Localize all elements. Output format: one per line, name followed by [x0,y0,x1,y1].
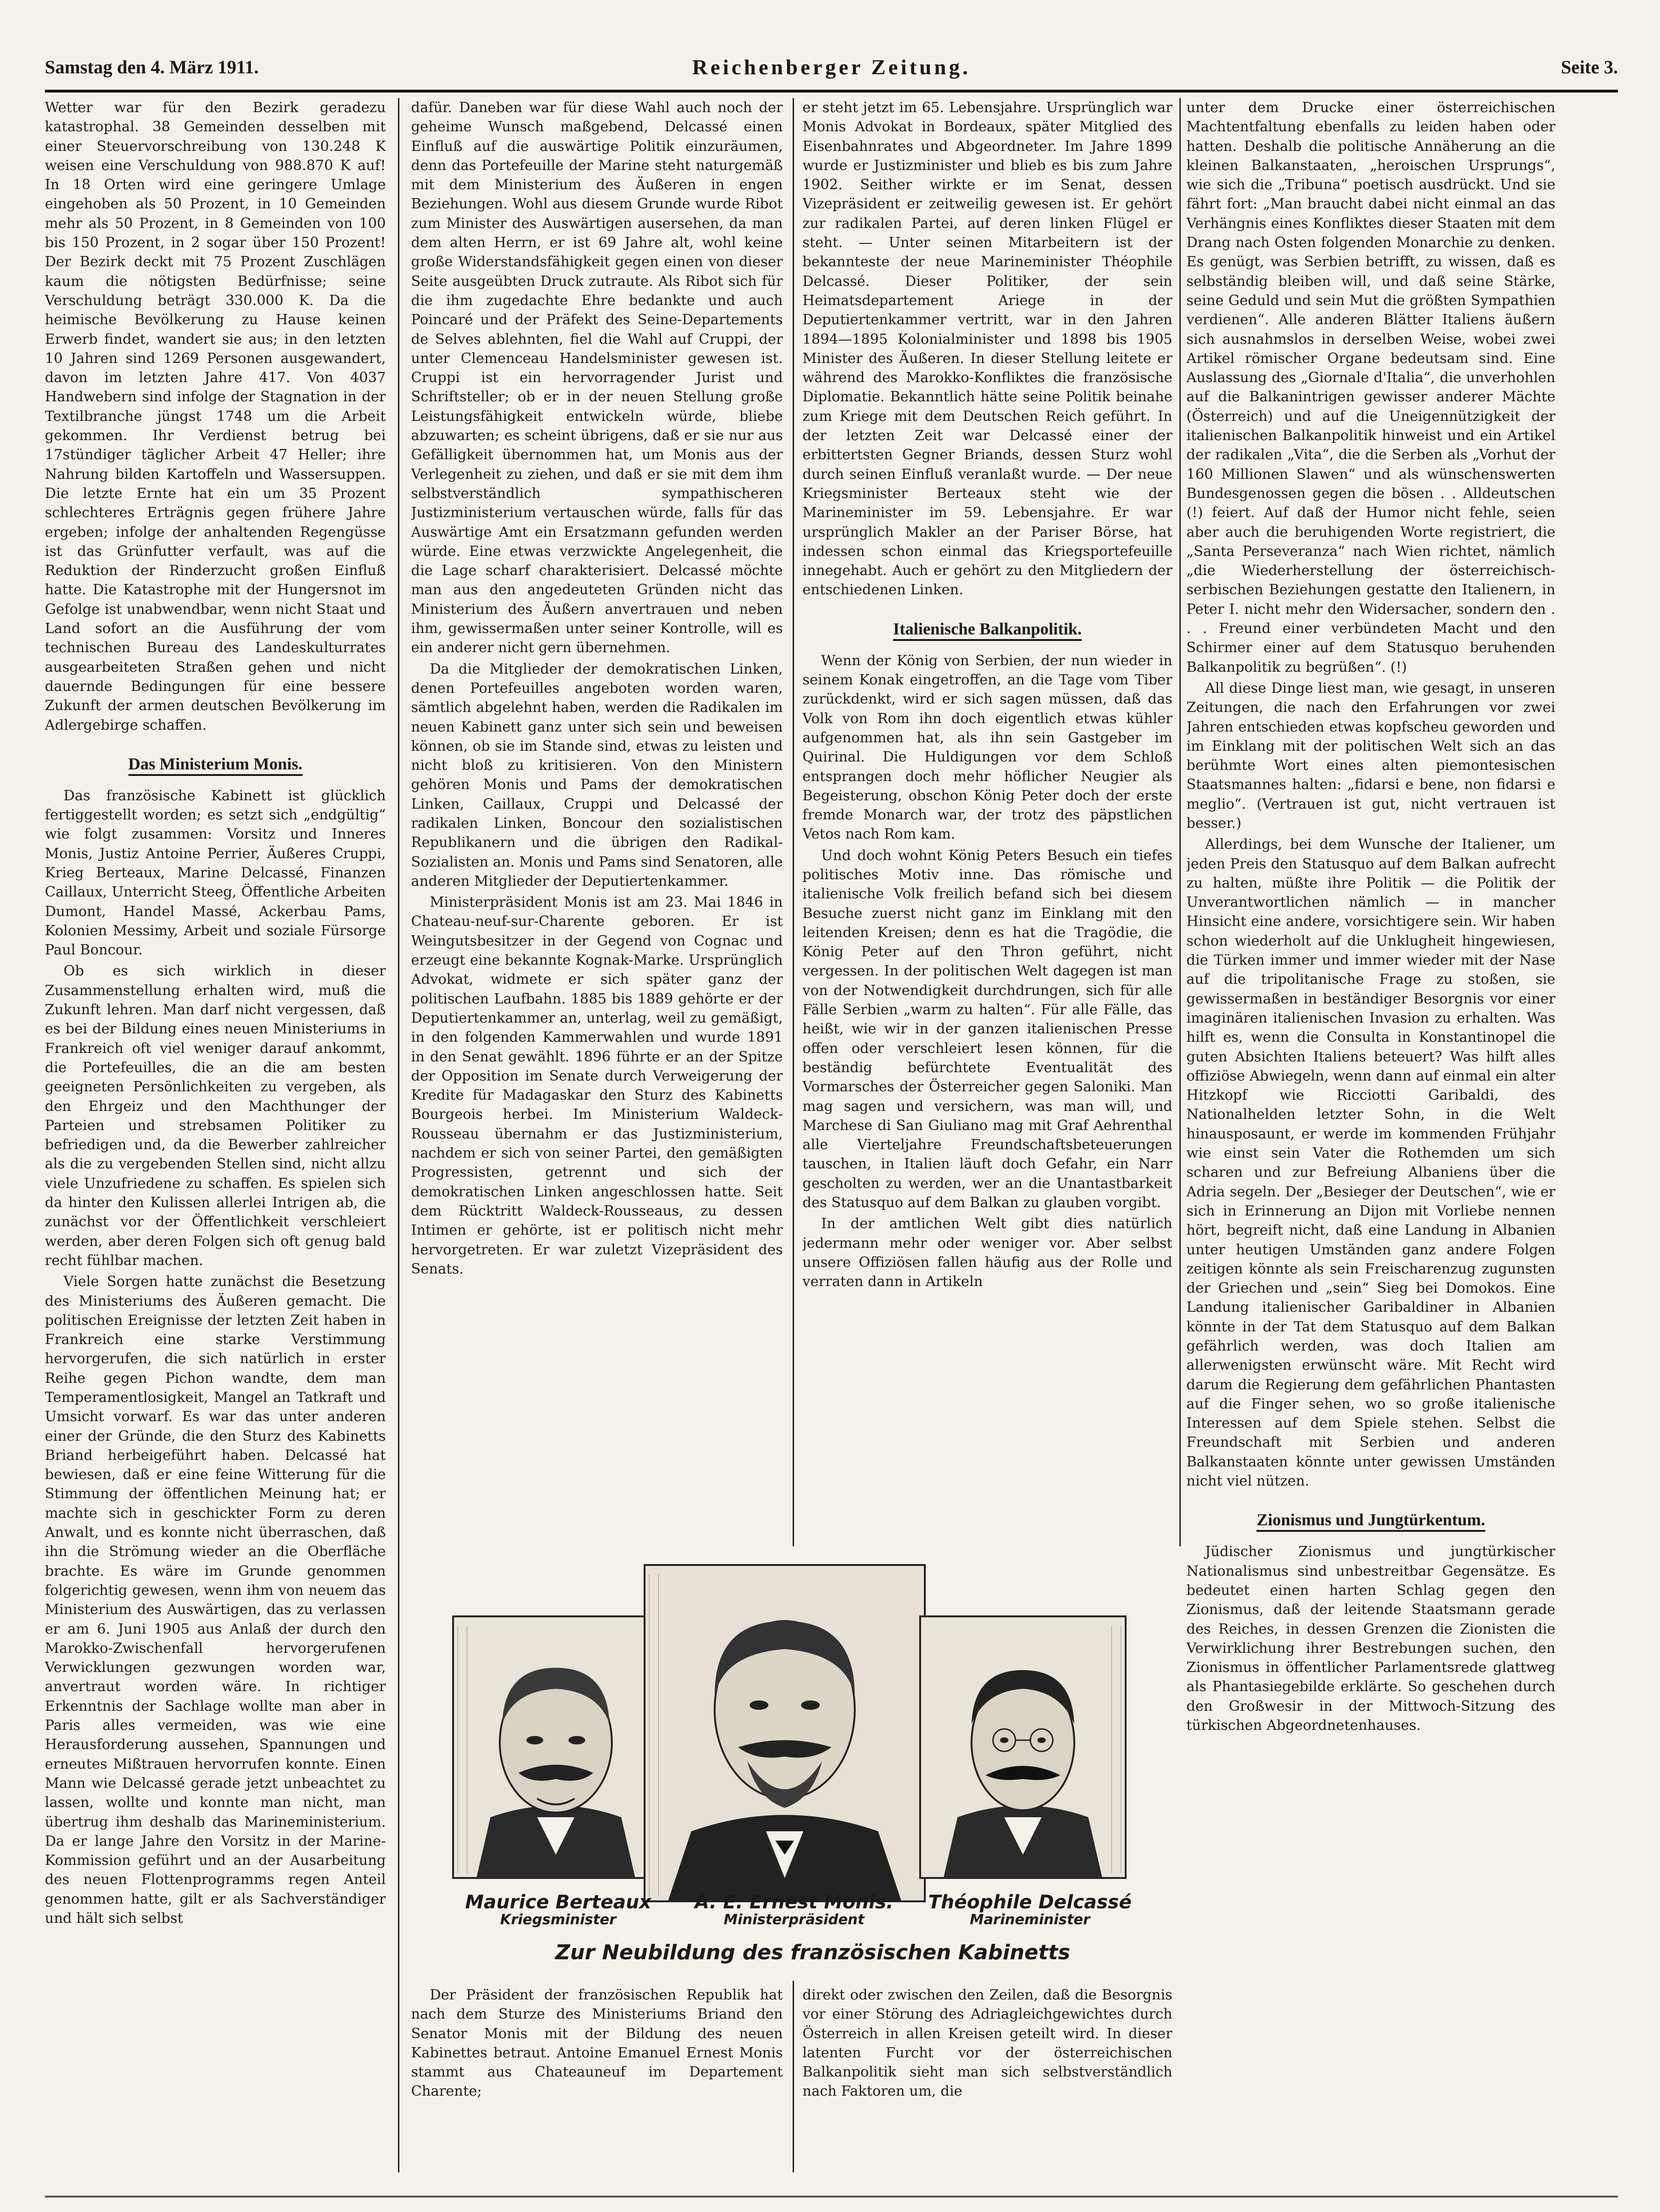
article-paragraph: Ob es sich wirklich in dieser Zusammenstellung erhalten wird, muß die Zukunft lehren. Man darf nicht vergessen, daß es bei der Bildung eines neuen Ministeriums in Frankreich oft viel weniger darauf ankommt, die Portefeuilles, die an die am besten geeigneten Persönlichkeiten zu vergeben, als den Ehrgeiz und den Machthunger der Parteien und strebsamen Politiker zu befriedigen und, da die Bewerber zahlreicher als die zu vergebenden Stellen sind, nicht allzu viele Unzufriedene zu schaffen. Es spielen sich da hinter den Kulissen allerlei Intrigen ab, die zunächst vor der Öffentlichkeit verschleiert werden, aber deren Folgen sich oft genug bald recht fühlbar machen. [45,963,386,1269]
article-heading-ministerium-monis: Das Ministerium Monis. [45,754,386,774]
newspaper-title: Reichenberger Zeitung. [692,55,971,79]
article-paragraph: Ministerpräsident Monis ist am 23. Mai 1846 in Chateau-neuf-sur-Charente geboren. Er ist Weingutsbesitzer in der Gegend von Cognac und erzeugt eine bekannte Kognak-Marke. Ursprünglich Advokat, widmete er sich später ganz der politischen Laufbahn. 1885 bis 1889 gehörte er der Deputiertenkammer an, unterlag, weil zu gemäßigt, in den folgenden Kammerwahlen und wurde 1891 in den Senat gewählt. 1896 führte er an der Spitze der Opposition im Senate durch Verweigerung der Kredite für Madagaskar den Sturz des Kabinetts Bourgeois herbei. Im Ministerium Waldeck-Rousseau übernahm er das Justizministerium, nachdem er sich von seiner Partei, den gemäßigten Progressisten, getrennt und sich der demokratischen Linken angeschlossen hatte. Seit dem Rücktritt Waldeck-Rousseaus, zu dessen Intimen er gehörte, ist er politisch nicht mehr hervorgetreten. Er war zuletzt Vizepräsident des Senats. [411,894,783,1277]
caption-monis: A. E. Ernest Monis. Ministerpräsident [695,1892,894,1928]
column-3 [802,98,1172,1537]
bottom-rule [45,2196,1618,2198]
article-paragraph: Wetter war für den Bezirk geradezu katastrophal. 38 Gemeinden desselben mit einer Steuervorschreibung von 130.248 K weisen eine Verschuldung von 988.870 K auf! In 18 Orten wird eine geringere Umlage eingehoben als 50 Prozent, in 10 Gemeinden mehr als 50 Prozent, in 8 Gemeinden von 100 bis 150 Prozent, in 2 sogar über 150 Prozent! Der Bezirk deckt mit 75 Prozent Zuschlägen kaum die nötigsten Bedürfnisse; seine Verschuldung beträgt 330.000 K. Da die heimische Bevölkerung zu Hause keinen Erwerb findet, wandert sie aus; in den letzten 10 Jahren sind 1269 Personen ausgewandert, davon im letzten Jahre 417. Von 4037 Handwebern sind infolge der Stagnation in der Textilbranche jüngst 1748 um die Arbeit gekommen. Ihr Verdienst betrug bei 17stündiger täglicher Arbeit 47 Heller; ihre Nahrung bilden Kartoffeln und Wassersuppen. Die letzte Ernte hat ein um 35 Prozent schlechteres Erträgnis gegen frühere Jahre ergeben; infolge der anhaltenden Regengüsse ist das Grünfutter verfault, was auf die Reduktion der Rinderzucht großen Einfluß hatte. Die Katastrophe mit der Hungersnot im Gefolge ist unabwendbar, wenn nicht Staat und Land sofort an die Ausführung der vom technischen Bureau des Landeskulturrates ausgearbeiteten Straßen gehen und nicht dauernde Bedingungen für eine bessere Zukunft der armen deutschen Bevölkerung im Adlergebirge schaffen. [45,100,386,733]
masthead-rule [45,90,1618,92]
column-3-bottom [802,1985,1172,2172]
column-rule-3 [1179,98,1181,1546]
masthead [45,45,1618,90]
article-paragraph: Allerdings, bei dem Wunsche der Italiener, um jeden Preis den Statusquo auf dem Balkan aufrecht zu halten, müßte ihre Politik — die Politik der Unverantwortlichen nämlich — in mancher Hinsicht eine andere, vorsichtigere sein. Wir haben schon wiederholt auf die Unklugheit hingewiesen, die Türken immer und immer wieder mit der Nase auf die tripolitanische Frage zu stoßen, sie gewissermaßen in beständiger Besorgnis vor einer imaginären italienischen Invasion zu erhalten. Was hilft es, wenn die Consulta in Konstantinopel die guten Absichten Italiens beteuert? Was hilft alles offiziöse Abwiegeln, wenn dann auf einmal ein alter Hitzkopf wie Ricciotti Garibaldi, des Nationalhelden letzter Sohn, in die Welt hinausposaunt, er werde im kommenden Frühjahr wie einst sein Vater die Rothemden um sich scharen und zur Befreiung Albaniens über die Adria segeln. Der „Besieger der Deutschen“, wie er sich in Erinnerung an Dijon mit Vorliebe nennen hört, begreift nicht, daß eine Landung in Albanien unter heutigen Umständen ganz andere Folgen zeitigen könnte als sein Freischarenzug zugunsten der Griechen und „sein“ Sieg bei Domokos. Eine Landung italienischer Garibaldiner in Albanien könnte in der Tat dem Statusquo auf dem Balkan gefährlich werden, was doch Italien am allerwenigsten erwünscht wäre. Mit Recht wird darum die Regierung dem gefährlichen Phantasten auf die Finger sehen, wo so große italienische Interessen auf dem Spiele stehen. Selbst die Freundschaft mit Serbien und anderen Balkanstaaten könnte unter gewissen Umständen nicht viel nützen. [1186,836,1555,1490]
article-paragraph: All diese Dinge liest man, wie gesagt, in unseren Zeitungen, die nach den Erfahrungen vor zwei Jahren entschieden etwas kopfscheu geworden und im Einklang mit der politischen Welt sich an das berühmte Wort eines alten piemontesischen Staatsmannes halten: „fidarsi e bene, non fidarsi e meglio“. (Vertrauen ist gut, nicht vertrauen ist besser.) [1186,680,1555,832]
article-heading-zionismus: Zionismus und Jungtürkentum. [1186,1509,1555,1530]
column-2-bottom [411,1985,783,2172]
article-heading-balkanpolitik: Italienische Balkanpolitik. [802,619,1172,639]
column-rule-2 [793,98,794,1546]
article-paragraph: Der Präsident der französischen Republik hat nach dem Sturze des Ministeriums Briand den Senator Monis mit der Bildung des neuen Kabinettes betraut. Antoine Emanuel Ernest Monis stammt aus Chateauneuf im Departement Charente; [411,1987,783,2100]
article-paragraph: er steht jetzt im 65. Lebensjahre. Ursprünglich war Monis Advokat in Bordeaux, später Mitglied des Eisenbahnrates und Abgeordneter. Im Jahre 1899 wurde er Justizminister und blieb es bis zum Jahre 1902. Seither wirkte er im Senat, dessen Vizepräsident er zeitweilig gewesen ist. Er gehört zur radikalen Partei, auf deren linken Flügel er steht. — Unter seinen Mitarbeitern ist der bekannteste der neue Marineminister Théophile Delcassé. Dieser Politiker, der sein Heimatsdepartement Ariege in der Deputiertenkammer vertritt, war in den Jahren 1894—1895 Kolonialminister und 1898 bis 1905 Minister des Äußeren. In dieser Stellung leitete er während des Marokko-Konfliktes die französische Diplomatie. Bekanntlich hätte seine Politik beinahe zum Kriege mit dem Deutschen Reich geführt. In der letzten Zeit war Delcassé einer der erbittertsten Gegner Briands, dessen Sturz wohl durch seinen Einfluß veranlaßt wurde. — Der neue Kriegsminister Berteaux steht wie der Marineminister im 59. Lebensjahre. Er war ursprünglich Makler an der Pariser Börse, hat indessen schon einmal das Kriegsportefeuille innegehabt. Auch er gehört zu den Mitgliedern der entschiedenen Linken. [802,100,1172,598]
page-number: Seite 3. [1561,57,1618,78]
column-2 [411,98,783,1504]
article-paragraph: Jüdischer Zionismus und jungtürkischer Nationalismus sind unbestreitbar Gegensätze. Es bedeutet einen harten Schlag gegen den Zionismus, daß der leitende Staatsmann gerade des Reiches, in dessen Grenzen die Zionisten die Verwirklichung ihrer Bestrebungen suchen, den Zionismus in öffentlicher Parlamentsrede glattweg als Phantasiegebilde erklärte. So geschehen durch den Großwesir in der Mittwoch-Sitzung des türkischen Abgeordnetenhauses. [1186,1543,1555,1734]
column-4 [1186,98,1555,2121]
illustration-title: Zur Neubildung des französischen Kabinetts [555,1941,1071,1964]
caption-berteaux: Maurice Berteaux Kriegsminister [465,1892,652,1928]
article-paragraph: Das französische Kabinett ist glücklich fertiggestellt worden; es setzt sich „endgültig“ wie folgt zusammen: Vorsitz und Inneres Monis, Justiz Antoine Perrier, Äußeres Cruppi, Krieg Berteaux, Marine Delcassé, Finanzen Caillaux, Unterricht Steeg, Öffentliche Arbeiten Dumont, Handel Massé, Ackerbau Pams, Kolonien Messimy, Arbeit und soziale Fürsorge Paul Boncour. [45,787,386,959]
column-rule-1 [398,98,399,2172]
article-paragraph: Viele Sorgen hatte zunächst die Besetzung des Ministeriums des Äußeren gemacht. Die politischen Ereignisse der letzten Zeit haben in Frankreich eine starke Verstimmung hervorgerufen, die sich natürlich in erster Reihe gegen Pichon wandte, dem man Temperamentlosigkeit, Mangel an Tatkraft und Umsicht vorwarf. Es war das unter anderen einer der Gründe, die den Sturz des Kabinetts Briand herbeigeführt haben. Delcassé hat bewiesen, daß er eine feine Witterung für die Stimmung der öffentlichen Meinung hat; er machte sich in geschickter Form zu deren Anwalt, und es konnte nicht überraschen, daß ihn die Strömung wieder an die Oberfläche brachte. Es wäre im Grunde genommen folgerichtig gewesen, wenn ihm von neuem das Ministerium des Auswärtigen, das zu verlassen er am 6. Juni 1905 aus Anlaß der durch den Marokko-Zwischenfall hervorgerufenen Verwicklungen gezwungen worden war, anvertraut worden wäre. In richtiger Erkenntnis der Sachlage wollte man aber in Paris alles vermeiden, was wie eine Herausforderung aussehen, Spannungen und erneutes Mißtrauen hervorrufen konnte. Einen Mann wie Delcassé gerade jetzt unbeachtet zu lassen, wollte und konnte man nicht, man übertrug ihm deshalb das Marineministerium. Da er lange Jahre den Vorsitz in der Marine-Kommission geführt und an der Ausarbeitung des neuen Flottenprogramms regen Anteil genommen hatte, gilt er als Sachverständiger und hält sich selbst [45,1273,386,1927]
article-paragraph: unter dem Drucke einer österreichischen Machtentfaltung ebenfalls zu leiden haben oder hatten. Deshalb die politische Annäherung an die kleinen Balkanstaaten, „heroischen Ursprungs“, wie sich die „Tribuna“ poetisch ausdrückt. Und sie fährt fort: „Man braucht dabei nicht einmal an das Verhängnis eines Konfliktes dieser Staaten mit dem Drang nach Osten folgenden Monarchie zu denken. Es genügt, was Serbien betrifft, zu wissen, daß es selbständig bleiben will, und daß seine Stärke, seine Geduld und sein Mut die größten Sympathien verdienen“. Alle anderen Blätter Italiens äußern sich ausnahmslos in derselben Weise, wobei zwei Artikel römischer Organe bedeutsam sind. Eine Auslassung des „Giornale d'Italia“, die unverhohlen auf die Balkanintrigen gewisser anderer Mächte (Österreich) und auf die Uneigennützigkeit der italienischen Balkanpolitik hinweist und ein Artikel der radikalen „Vita“, die die Serben als „Vorhut der 160 Millionen Slawen“ und als wünschenswerten Bundesgenossen gegen die bösen . . Alldeutschen (!) feiert. Auf daß der Humor nicht fehle, seien aber auch die beruhigenden Worte registriert, die „Santa Perseveranza“ nach Wien richtet, nämlich „die Wiederherstellung der österreichisch-serbischen Beziehungen gestatte den Italienern, in Peter I. nicht mehr den Widersacher, sondern den . . . Freund einer verbündeten Macht und den Schirmer einer auf dem Statusquo beruhenden Balkanpolitik zu begrüßen“. (!) [1186,100,1555,676]
column-rule-4 [793,1981,794,2172]
article-paragraph: In der amtlichen Welt gibt dies natürlich jedermann mehr oder weniger vor. Aber selbst unsere Offiziösen fallen häufig aus der Rolle und verraten dann in Artikeln [802,1216,1172,1290]
issue-date: Samstag den 4. März 1911. [45,57,259,78]
article-paragraph: dafür. Daneben war für diese Wahl auch noch der geheime Wunsch maßgebend, Delcassé einen Einfluß auf die auswärtige Politik einzuräumen, denn das Portefeuille der Marine steht naturgemäß mit dem Ministerium des Äußeren in engen Beziehungen. Wohl aus diesem Grunde wurde Ribot zum Minister des Auswärtigen ausersehen, da man dem alten Herrn, er ist 69 Jahre alt, wohl keine große Widerstandsfähigkeit gegen einen von dieser Seite ausgeübten Druck zutraute. Als Ribot sich für die ihm zugedachte Ehre bedankte und auch Poincaré und der Präfekt des Seine-Departements de Selves ablehnten, fiel die Wahl auf Cruppi, der unter Clemenceau Handelsminister gewesen ist. Cruppi ist ein hervorragender Jurist und Schriftsteller; ob er in der neuen Stellung große Leistungsfähigkeit entwickeln würde, bliebe abzuwarten; es scheint übrigens, daß er sie nur aus Gefälligkeit übernommen hat, um Monis aus der Verlegenheit zu ziehen, und daß er sie mit dem ihm selbstverständlich sympathischeren Justizministerium vertauschen würde, falls für das Auswärtige Amt ein Ersatzmann gefunden werden würde. Eine etwas verzwickte Angelegenheit, die die Lage scharf charakterisiert. Delcassé möchte man aus den angedeuteten Gründen nicht das Ministerium des Äußern anvertrauen und neben ihm, gewissermaßen unter seiner Kontrolle, will es ein anderer nicht gern übernehmen. [411,100,783,656]
article-paragraph: Da die Mitglieder der demokratischen Linken, denen Portefeuilles angeboten worden waren, sämtlich abgelehnt haben, werden die Radikalen im neuen Kabinett ganz unter sich sein und beweisen können, ob sie im Stande sind, etwas zu leisten und nicht bloß zu kritisieren. Von den Ministern gehören Monis und Pams der demokratischen Linken, Caillaux, Cruppi und Delcassé der radikalen Linken, Boncour den sozialistischen Republikanern und die übrigen den Radikal-Sozialisten an. Monis und Pams sind Senatoren, alle anderen Mitglieder der Deputiertenkammer. [411,661,783,889]
article-paragraph: Wenn der König von Serbien, der nun wieder in seinem Konak eingetroffen, an die Tage vom Tiber zurückdenkt, wird er sich sagen müssen, daß das Volk von Rom ihn doch eigentlich etwas kühler aufgenommen hat, als ihn sein Gastgeber im Quirinal. Die Huldigungen vor dem Schloß entsprangen doch mehr höflicher Neugier als Begeisterung, obschon König Peter doch der erste fremde Monarch war, der trotz des päpstlichen Vetos nach Rom kam. [802,652,1172,843]
caption-delcasse: Théophile Delcassé Marineminister [928,1892,1132,1928]
article-paragraph: direkt oder zwischen den Zeilen, daß die Besorgnis vor einer Störung des Adriagleichgewichtes durch Österreich in allen Kreisen geteilt wird. In dieser latenten Furcht vor der österreichischen Balkanpolitik sieht man sich selbstverständlich nach Faktoren um, die [802,1987,1172,2100]
column-1 [45,98,386,2121]
article-paragraph: Und doch wohnt König Peters Besuch ein tiefes politisches Motiv inne. Das römische und italienische Volk freilich befand sich bei diesem Besuche zuerst nicht ganz im Einklang mit den leitenden Kreisen; denn es hat die Tragödie, die König Peter auf den Thron geführt, nicht vergessen. In der politischen Welt dagegen ist man von der Notwendigkeit durchdrungen, sich für alle Fälle Serbien „warm zu halten“. Für alle Fälle, das heißt, wie wir in der ganzen italienischen Presse offen oder verschleiert lesen können, für die beständig befürchtete Eventualität des Vormarsches der Österreicher gegen Saloniki. Man mag sagen und versichern, was man will, und Marchese di San Giuliano mag mit Graf Aehrenthal alle Vierteljahre Freundschaftsbeteuerungen tauschen, in Italien läuft doch Gefahr, ein Narr gescholten zu werden, wer an die Unantastbarkeit des Statusquo auf dem Balkan zu glauben vorgibt. [802,847,1172,1211]
